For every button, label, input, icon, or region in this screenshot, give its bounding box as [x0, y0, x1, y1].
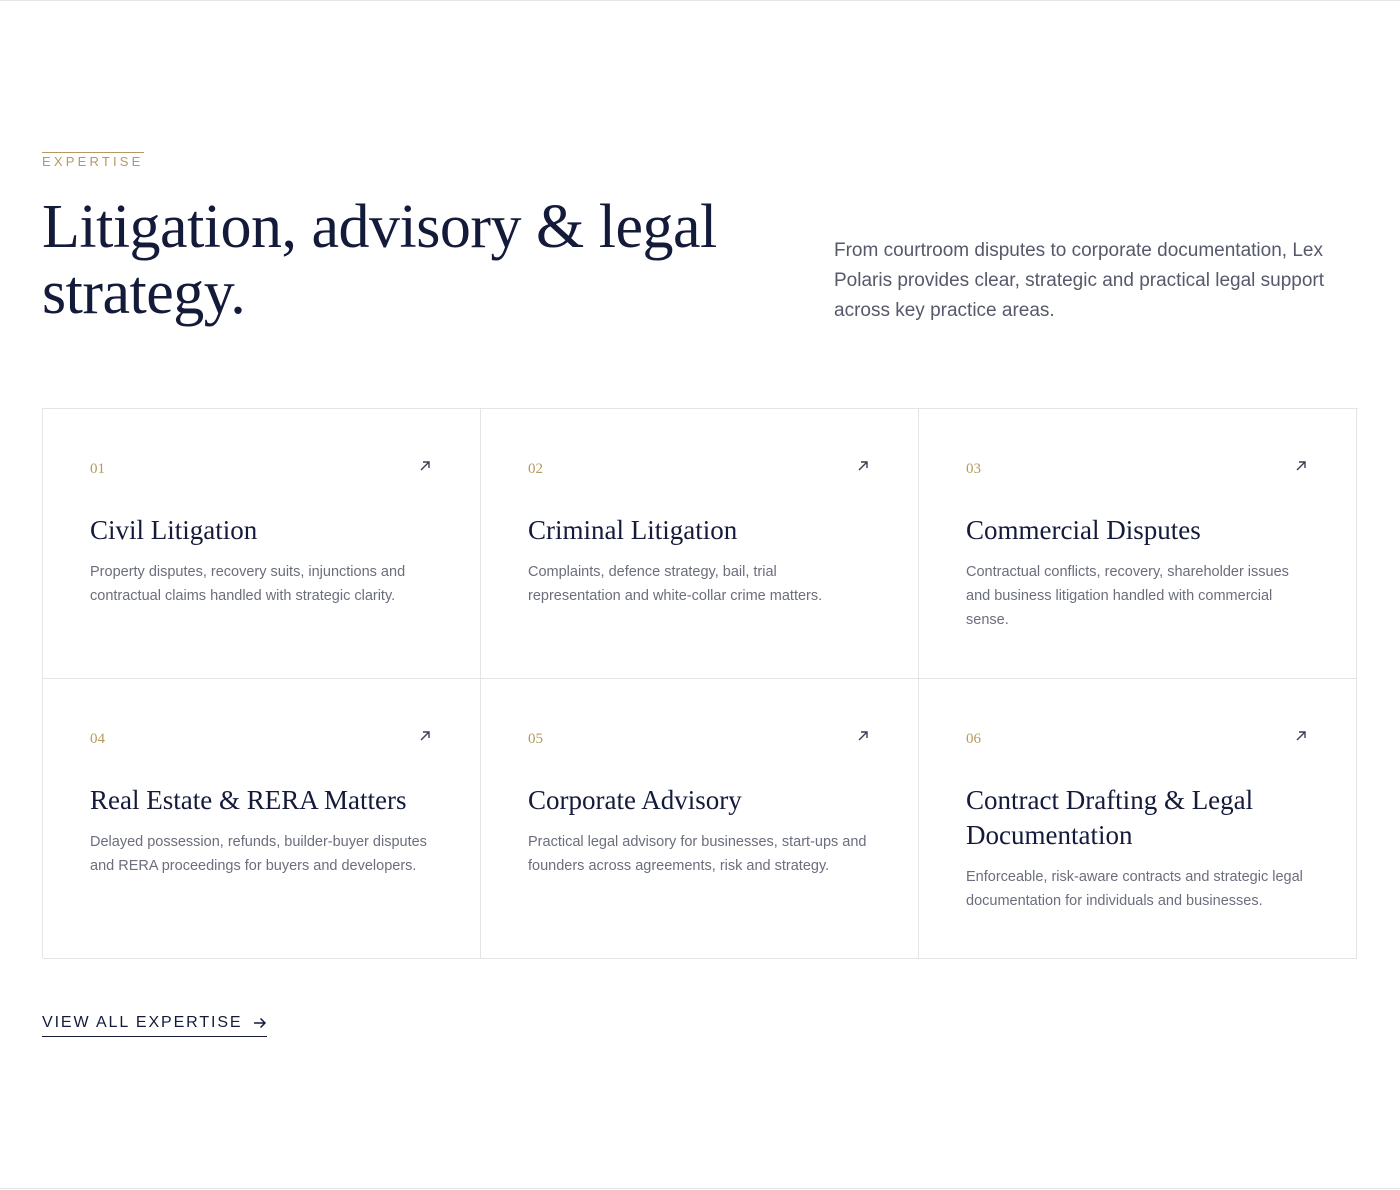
section-headline: Litigation, advisory & legal strategy.	[42, 193, 717, 327]
expertise-card-contract-drafting[interactable]	[919, 679, 1357, 959]
arrow-up-right-icon	[418, 729, 432, 743]
expertise-card-criminal-litigation[interactable]	[481, 409, 919, 679]
expertise-card-civil-litigation[interactable]	[43, 409, 481, 679]
view-all-expertise-link[interactable]	[42, 1010, 267, 1037]
arrow-right-icon	[253, 1017, 267, 1029]
card-title: Contract Drafting & Legal Documentation	[966, 785, 1254, 850]
card-description: Practical legal advisory for businesses, start-ups and founders across agreements, risk and strategy.	[528, 834, 867, 874]
card-number: 01	[90, 461, 105, 477]
expertise-card-real-estate-rera[interactable]	[43, 679, 481, 959]
card-number: 02	[528, 461, 543, 477]
arrow-up-right-icon	[856, 729, 870, 743]
arrow-up-right-icon	[418, 459, 432, 473]
section-intro: From courtroom disputes to corporate documentation, Lex Polaris provides clear, strategic and practical legal support across key practice areas.	[834, 240, 1325, 321]
arrow-up-right-icon	[1294, 459, 1308, 473]
arrow-up-right-icon	[1294, 729, 1308, 743]
card-description: Contractual conflicts, recovery, shareholder issues and business litigation handled with commercial sense.	[966, 564, 1289, 628]
card-description: Delayed possession, refunds, builder-buyer disputes and RERA proceedings for buyers and developers.	[90, 834, 427, 874]
card-title: Civil Litigation	[90, 515, 258, 545]
arrow-up-right-icon	[856, 459, 870, 473]
view-all-label: VIEW ALL EXPERTISE	[42, 1014, 243, 1031]
expertise-card-commercial-disputes[interactable]	[919, 409, 1357, 679]
card-description: Complaints, defence strategy, bail, trial representation and white-collar crime matters.	[528, 564, 823, 604]
section-eyebrow: EXPERTISE	[42, 154, 144, 169]
card-number: 03	[966, 461, 981, 477]
card-title: Real Estate & RERA Matters	[90, 785, 407, 815]
card-description: Enforceable, risk-aware contracts and strategic legal documentation for individuals and businesses.	[966, 869, 1303, 909]
card-number: 04	[90, 731, 105, 747]
card-number: 06	[966, 731, 981, 747]
bottom-divider	[0, 1188, 1400, 1189]
expertise-card-corporate-advisory[interactable]	[481, 679, 919, 959]
top-divider	[0, 0, 1400, 1]
card-title: Corporate Advisory	[528, 785, 742, 815]
expertise-grid	[42, 408, 1358, 958]
card-description: Property disputes, recovery suits, injunctions and contractual claims handled with strategic clarity.	[90, 564, 406, 604]
card-title: Criminal Litigation	[528, 515, 738, 545]
card-number: 05	[528, 731, 543, 747]
card-title: Commercial Disputes	[966, 515, 1201, 545]
